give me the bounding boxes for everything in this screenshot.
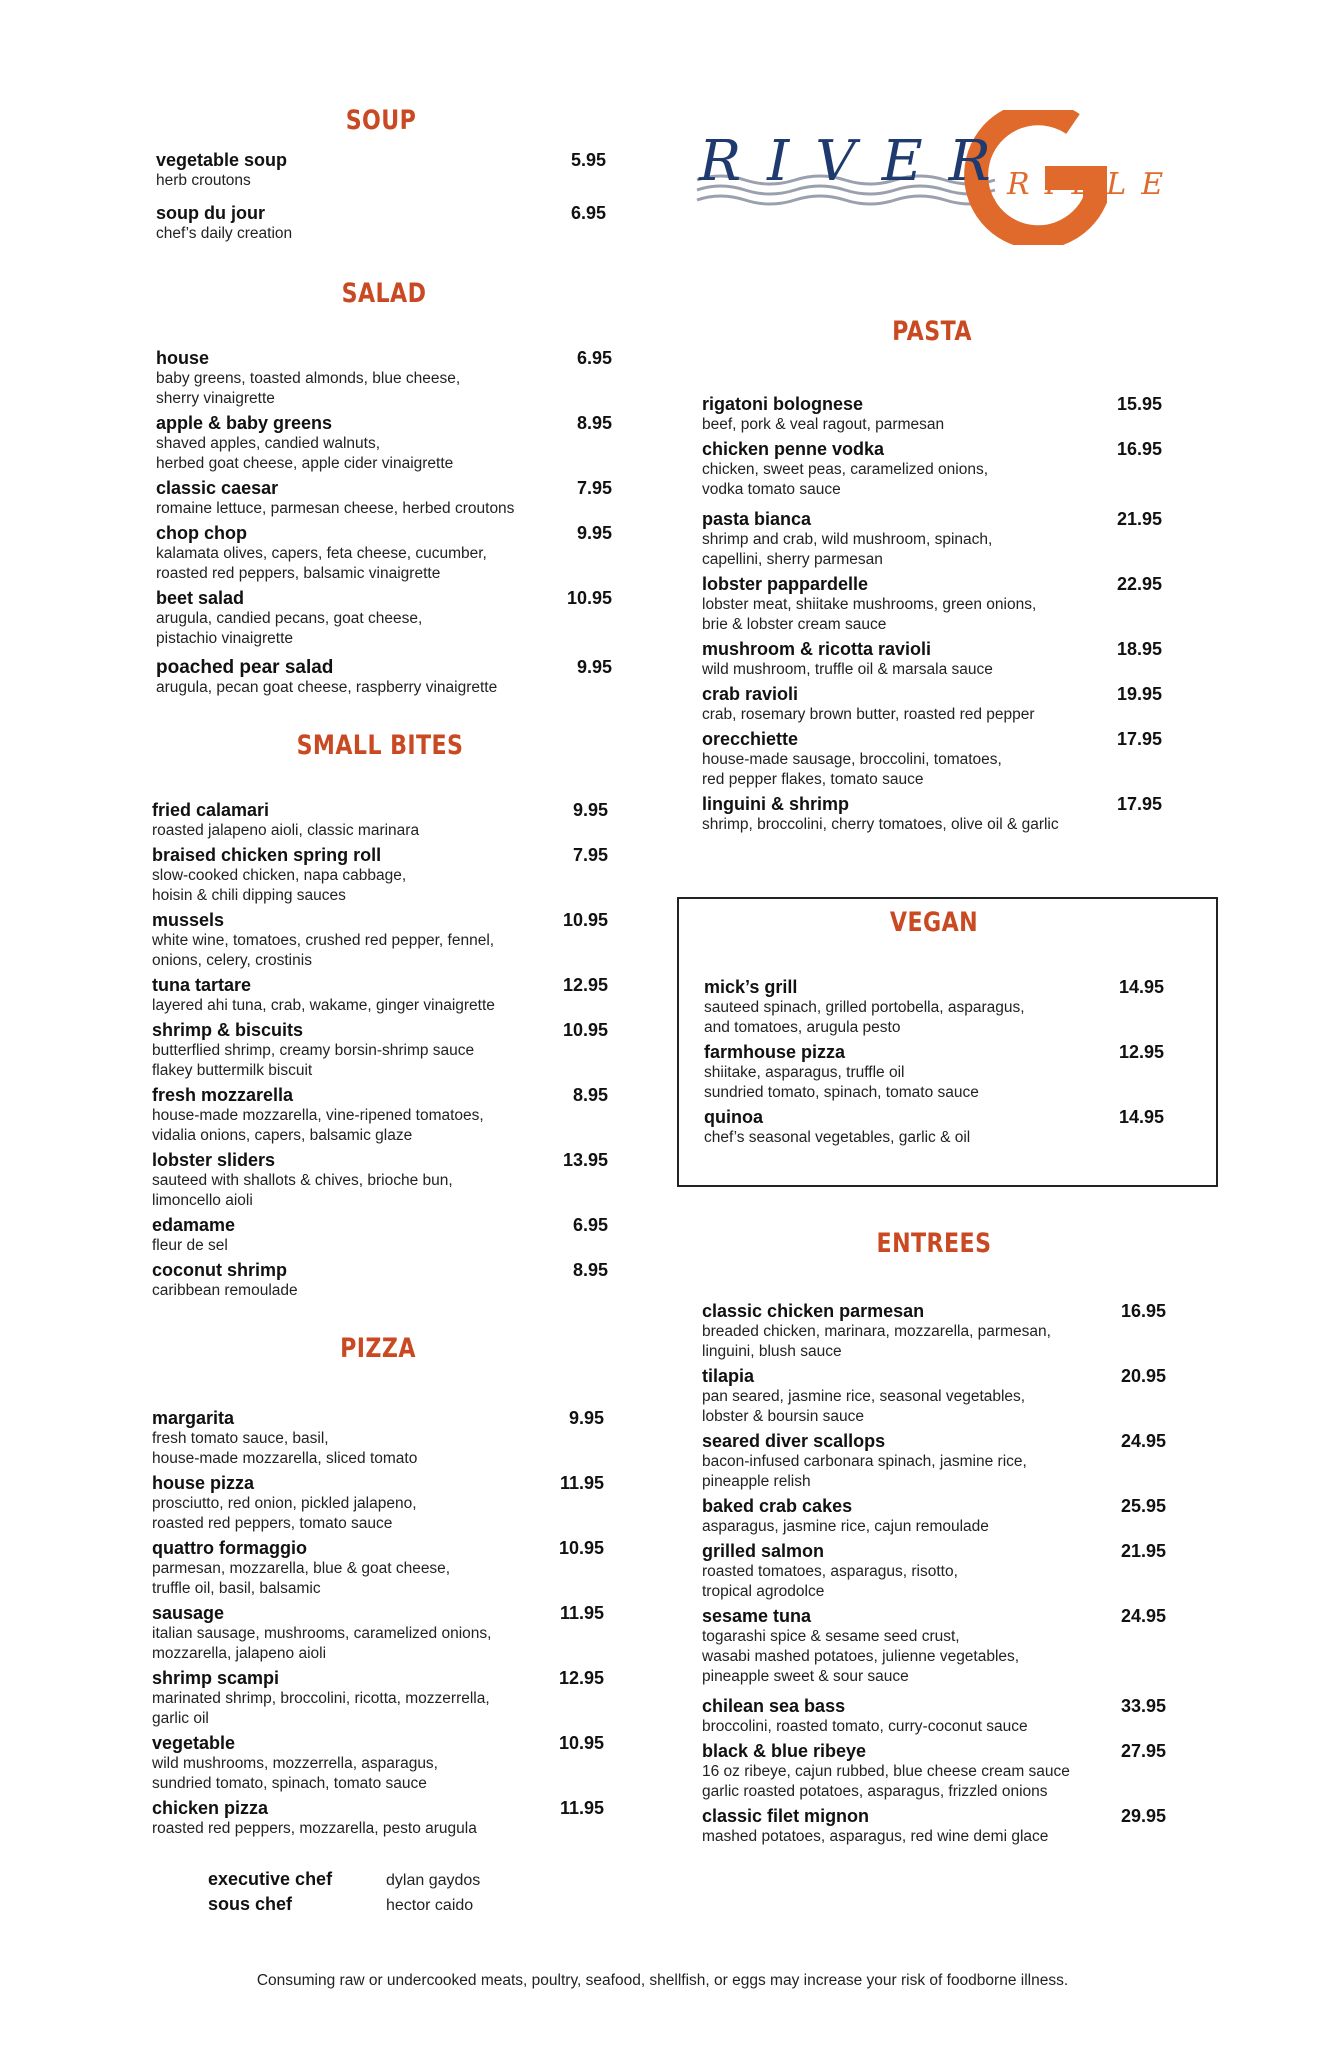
menu-item bbox=[156, 150, 606, 191]
item-price: 7.95 bbox=[572, 845, 608, 865]
item-desc: chicken, sweet peas, caramelized onions, vodka tomato sauce bbox=[702, 461, 989, 498]
food-safety-disclaimer: Consuming raw or undercooked meats, poultry, seafood, shellfish, or eggs may increase your risk of foodborne illness. bbox=[256, 1972, 1069, 1989]
menu-item bbox=[152, 1538, 604, 1599]
item-desc: house-made mozzarella, vine-ripened tomatoes, vidalia onions, capers, balsamic glaze bbox=[152, 1107, 484, 1144]
menu-item bbox=[152, 975, 608, 1016]
item-price: 8.95 bbox=[572, 1260, 608, 1280]
item-name: coconut shrimp bbox=[152, 1260, 288, 1280]
item-price: 25.95 bbox=[1120, 1496, 1166, 1516]
item-name: classic filet mignon bbox=[702, 1806, 870, 1826]
item-desc: beef, pork & veal ragout, parmesan bbox=[702, 416, 945, 433]
item-price: 6.95 bbox=[576, 348, 612, 368]
item-price: 27.95 bbox=[1120, 1741, 1166, 1761]
item-desc: white wine, tomatoes, crushed red pepper, fennel, onions, celery, crostinis bbox=[152, 932, 495, 969]
item-name: apple & baby greens bbox=[156, 413, 333, 433]
item-name: grilled salmon bbox=[702, 1541, 825, 1561]
item-price: 11.95 bbox=[559, 1798, 604, 1818]
item-desc: roasted tomatoes, asparagus, risotto, tropical agrodolce bbox=[702, 1563, 958, 1600]
item-desc: mashed potatoes, asparagus, red wine demi glace bbox=[702, 1828, 1049, 1845]
item-price: 19.95 bbox=[1116, 684, 1162, 704]
staff-role: sous chef bbox=[208, 1894, 293, 1914]
item-name: tuna tartare bbox=[152, 975, 252, 995]
logo-word-rille: RILLE bbox=[1007, 167, 1179, 202]
item-name: house pizza bbox=[152, 1473, 255, 1493]
menu-item bbox=[156, 348, 612, 409]
item-price: 11.95 bbox=[559, 1473, 604, 1493]
item-name: crab ravioli bbox=[702, 684, 799, 704]
menu-item bbox=[702, 439, 1162, 500]
item-name: braised chicken spring roll bbox=[152, 845, 382, 865]
item-desc: chef’s daily creation bbox=[156, 225, 293, 242]
item-desc: shrimp and crab, wild mushroom, spinach, capellini, sherry parmesan bbox=[702, 531, 993, 568]
item-name: quinoa bbox=[704, 1107, 763, 1127]
menu-item bbox=[156, 523, 612, 584]
item-price: 8.95 bbox=[572, 1085, 608, 1105]
menu-item bbox=[156, 478, 612, 519]
item-price: 33.95 bbox=[1120, 1696, 1166, 1716]
item-name: beet salad bbox=[156, 588, 245, 608]
item-desc: house-made sausage, broccolini, tomatoes, red pepper flakes, tomato sauce bbox=[702, 751, 1002, 788]
menu-item bbox=[152, 1473, 604, 1534]
item-name: shrimp & biscuits bbox=[152, 1020, 304, 1040]
item-desc: chef’s seasonal vegetables, garlic & oil bbox=[704, 1129, 971, 1146]
item-price: 24.95 bbox=[1120, 1431, 1166, 1451]
item-desc: italian sausage, mushrooms, caramelized onions, mozzarella, jalapeno aioli bbox=[152, 1625, 492, 1662]
menu-item bbox=[702, 684, 1162, 725]
item-price: 9.95 bbox=[576, 523, 612, 543]
item-name: black & blue ribeye bbox=[702, 1741, 867, 1761]
item-desc: 16 oz ribeye, cajun rubbed, blue cheese cream sauce garlic roasted potatoes, asparagus, frizzled onions bbox=[702, 1763, 1070, 1800]
item-name: mushroom & ricotta ravioli bbox=[702, 639, 932, 659]
item-price: 12.95 bbox=[1118, 1042, 1164, 1062]
section-title-entrees: ENTREES bbox=[876, 1228, 992, 1259]
item-price: 22.95 bbox=[1116, 574, 1162, 594]
item-price: 11.95 bbox=[559, 1603, 604, 1623]
item-desc: prosciutto, red onion, pickled jalapeno, roasted red peppers, tomato sauce bbox=[152, 1495, 417, 1532]
item-price: 7.95 bbox=[576, 478, 612, 498]
item-price: 21.95 bbox=[1116, 509, 1162, 529]
item-desc: breaded chicken, marinara, mozzarella, parmesan, linguini, blush sauce bbox=[702, 1323, 1051, 1360]
item-price: 17.95 bbox=[1116, 794, 1162, 814]
menu-item bbox=[702, 1696, 1166, 1737]
item-price: 9.95 bbox=[572, 800, 608, 820]
item-price: 24.95 bbox=[1120, 1606, 1166, 1626]
menu-item bbox=[156, 588, 612, 649]
item-name: edamame bbox=[152, 1215, 236, 1235]
item-name: margarita bbox=[152, 1408, 235, 1428]
item-name: farmhouse pizza bbox=[704, 1042, 846, 1062]
item-name: tilapia bbox=[702, 1366, 755, 1386]
menu-item bbox=[702, 1366, 1166, 1427]
menu-item bbox=[702, 1496, 1166, 1537]
item-desc: romaine lettuce, parmesan cheese, herbed croutons bbox=[156, 500, 515, 517]
staff-row bbox=[208, 1894, 528, 1919]
item-price: 10.95 bbox=[562, 1020, 608, 1040]
menu-item bbox=[702, 1806, 1166, 1847]
item-price: 17.95 bbox=[1116, 729, 1162, 749]
item-desc: arugula, pecan goat cheese, raspberry vinaigrette bbox=[156, 679, 498, 696]
section-title-pizza: PIZZA bbox=[340, 1333, 416, 1364]
item-desc: shiitake, asparagus, truffle oil sundried tomato, spinach, tomato sauce bbox=[704, 1064, 979, 1101]
item-desc: togarashi spice & sesame seed crust, wasabi mashed potatoes, julienne vegetables, pineapple sweet & sour sauce bbox=[702, 1628, 1020, 1685]
item-price: 10.95 bbox=[558, 1733, 604, 1753]
item-name: orecchiette bbox=[702, 729, 799, 749]
item-price: 6.95 bbox=[572, 1215, 608, 1235]
menu-item bbox=[152, 1260, 608, 1301]
item-name: chop chop bbox=[156, 523, 247, 543]
item-price: 10.95 bbox=[562, 910, 608, 930]
item-name: classic caesar bbox=[156, 478, 279, 498]
item-name: house bbox=[156, 348, 210, 368]
item-desc: caribbean remoulade bbox=[152, 1282, 298, 1299]
item-desc: pan seared, jasmine rice, seasonal vegetables, lobster & boursin sauce bbox=[702, 1388, 1026, 1425]
vegan-section bbox=[704, 907, 1164, 1167]
menu-item bbox=[152, 1020, 608, 1081]
item-name: sausage bbox=[152, 1603, 225, 1623]
item-name: rigatoni bolognese bbox=[702, 394, 864, 414]
menu-item bbox=[152, 1408, 604, 1469]
menu-item bbox=[156, 413, 612, 474]
item-price: 20.95 bbox=[1120, 1366, 1166, 1386]
item-name: classic chicken parmesan bbox=[702, 1301, 925, 1321]
item-name: mick’s grill bbox=[704, 977, 798, 997]
item-name: vegetable bbox=[152, 1733, 236, 1753]
item-price: 5.95 bbox=[570, 150, 606, 170]
item-price: 16.95 bbox=[1116, 439, 1162, 459]
menu-item bbox=[702, 1541, 1166, 1602]
item-name: fresh mozzarella bbox=[152, 1085, 294, 1105]
menu-item bbox=[702, 394, 1162, 435]
section-title-pasta: PASTA bbox=[892, 316, 972, 347]
staff-name: hector caido bbox=[386, 1897, 474, 1914]
item-price: 13.95 bbox=[562, 1150, 608, 1170]
item-price: 9.95 bbox=[576, 657, 612, 677]
menu-item bbox=[702, 509, 1162, 570]
staff-row bbox=[208, 1869, 528, 1894]
item-name: shrimp scampi bbox=[152, 1668, 280, 1688]
menu-item bbox=[702, 729, 1162, 790]
small-bites-section bbox=[152, 730, 608, 1300]
item-price: 29.95 bbox=[1120, 1806, 1166, 1826]
item-price: 15.95 bbox=[1116, 394, 1162, 414]
item-desc: sauteed spinach, grilled portobella, asparagus, and tomatoes, arugula pesto bbox=[704, 999, 1025, 1036]
menu-item bbox=[152, 1150, 608, 1211]
item-desc: shrimp, broccolini, cherry tomatoes, olive oil & garlic bbox=[702, 816, 1059, 833]
item-name: lobster pappardelle bbox=[702, 574, 869, 594]
pasta-section bbox=[702, 316, 1162, 856]
menu-item bbox=[152, 1215, 608, 1256]
item-desc: fleur de sel bbox=[152, 1237, 228, 1254]
menu-item bbox=[152, 1733, 604, 1794]
item-desc: bacon-infused carbonara spinach, jasmine rice, pineapple relish bbox=[702, 1453, 1027, 1490]
staff-credits bbox=[208, 1869, 528, 1919]
menu-item bbox=[156, 657, 612, 698]
item-name: chicken pizza bbox=[152, 1798, 269, 1818]
item-name: chilean sea bass bbox=[702, 1696, 846, 1716]
item-desc: butterflied shrimp, creamy borsin-shrimp sauce flakey buttermilk biscuit bbox=[152, 1042, 475, 1079]
menu-item bbox=[152, 800, 608, 841]
item-name: mussels bbox=[152, 910, 225, 930]
item-desc: wild mushrooms, mozzerrella, asparagus, sundried tomato, spinach, tomato sauce bbox=[152, 1755, 438, 1792]
item-name: poached pear salad bbox=[156, 657, 334, 678]
item-price: 9.95 bbox=[568, 1408, 604, 1428]
item-name: fried calamari bbox=[152, 800, 270, 820]
item-price: 12.95 bbox=[562, 975, 608, 995]
item-name: sesame tuna bbox=[702, 1606, 812, 1626]
menu-item bbox=[702, 1741, 1166, 1802]
item-name: pasta bianca bbox=[702, 509, 812, 529]
menu-item bbox=[152, 845, 608, 906]
staff-role: executive chef bbox=[208, 1869, 333, 1889]
menu-item bbox=[702, 1301, 1166, 1362]
item-desc: herb croutons bbox=[156, 172, 251, 189]
menu-item bbox=[152, 910, 608, 971]
menu-item bbox=[704, 1042, 1164, 1103]
item-desc: asparagus, jasmine rice, cajun remoulade bbox=[702, 1518, 989, 1535]
item-desc: crab, rosemary brown butter, roasted red pepper bbox=[702, 706, 1035, 723]
salad-section bbox=[156, 278, 612, 718]
item-price: 10.95 bbox=[558, 1538, 604, 1558]
section-title-soup: SOUP bbox=[345, 105, 417, 136]
item-desc: wild mushroom, truffle oil & marsala sauce bbox=[702, 661, 993, 678]
item-price: 8.95 bbox=[576, 413, 612, 433]
staff-name: dylan gaydos bbox=[386, 1872, 481, 1889]
item-price: 10.95 bbox=[566, 588, 612, 608]
pizza-section bbox=[152, 1333, 604, 1843]
item-name: linguini & shrimp bbox=[702, 794, 849, 814]
item-desc: roasted jalapeno aioli, classic marinara bbox=[152, 822, 420, 839]
item-desc: shaved apples, candied walnuts, herbed goat cheese, apple cider vinaigrette bbox=[156, 435, 454, 472]
item-name: quattro formaggio bbox=[152, 1538, 307, 1558]
item-desc: baby greens, toasted almonds, blue cheese, sherry vinaigrette bbox=[156, 370, 461, 407]
menu-item bbox=[704, 1107, 1164, 1148]
item-desc: slow-cooked chicken, napa cabbage, hoisin & chili dipping sauces bbox=[152, 867, 407, 904]
section-title-vegan: VEGAN bbox=[889, 907, 979, 938]
menu-item bbox=[152, 1798, 604, 1839]
item-price: 16.95 bbox=[1120, 1301, 1166, 1321]
item-price: 21.95 bbox=[1120, 1541, 1166, 1561]
item-desc: marinated shrimp, broccolini, ricotta, mozzerrella, garlic oil bbox=[152, 1690, 490, 1727]
entrees-section bbox=[702, 1228, 1166, 1858]
item-name: seared diver scallops bbox=[702, 1431, 886, 1451]
menu-item bbox=[702, 1431, 1166, 1492]
item-price: 6.95 bbox=[570, 203, 606, 223]
item-desc: sauteed with shallots & chives, brioche bun, limoncello aioli bbox=[152, 1172, 453, 1209]
menu-item bbox=[702, 1606, 1166, 1687]
river-grille-logo bbox=[695, 110, 1225, 245]
item-price: 18.95 bbox=[1116, 639, 1162, 659]
menu-item bbox=[702, 794, 1162, 835]
logo-graphic bbox=[695, 110, 1225, 245]
item-desc: roasted red peppers, mozzarella, pesto arugula bbox=[152, 1820, 477, 1837]
menu-item bbox=[152, 1085, 608, 1146]
menu-item bbox=[702, 639, 1162, 680]
menu-item bbox=[156, 203, 606, 244]
item-name: baked crab cakes bbox=[702, 1496, 853, 1516]
item-price: 12.95 bbox=[558, 1668, 604, 1688]
item-desc: arugula, candied pecans, goat cheese, pistachio vinaigrette bbox=[156, 610, 423, 647]
item-desc: layered ahi tuna, crab, wakame, ginger vinaigrette bbox=[152, 997, 495, 1014]
item-desc: broccolini, roasted tomato, curry-coconut sauce bbox=[702, 1718, 1028, 1735]
item-desc: lobster meat, shiitake mushrooms, green onions, brie & lobster cream sauce bbox=[702, 596, 1037, 633]
item-name: vegetable soup bbox=[156, 150, 288, 170]
item-desc: parmesan, mozzarella, blue & goat cheese, truffle oil, basil, balsamic bbox=[152, 1560, 451, 1597]
menu-item bbox=[152, 1603, 604, 1664]
item-price: 14.95 bbox=[1118, 977, 1164, 997]
item-name: lobster sliders bbox=[152, 1150, 276, 1170]
item-desc: fresh tomato sauce, basil, house-made mozzarella, sliced tomato bbox=[152, 1430, 418, 1467]
menu-item bbox=[152, 1668, 604, 1729]
section-title-small-bites: SMALL BITES bbox=[296, 730, 464, 761]
item-price: 14.95 bbox=[1118, 1107, 1164, 1127]
logo-word-river: RIVER bbox=[699, 129, 1017, 194]
item-name: chicken penne vodka bbox=[702, 439, 885, 459]
menu-item bbox=[702, 574, 1162, 635]
item-desc: kalamata olives, capers, feta cheese, cucumber, roasted red peppers, balsamic vinaigrette bbox=[156, 545, 487, 582]
item-name: soup du jour bbox=[156, 203, 265, 223]
menu-item bbox=[704, 977, 1164, 1038]
soup-section bbox=[156, 105, 606, 255]
section-title-salad: SALAD bbox=[341, 278, 427, 309]
